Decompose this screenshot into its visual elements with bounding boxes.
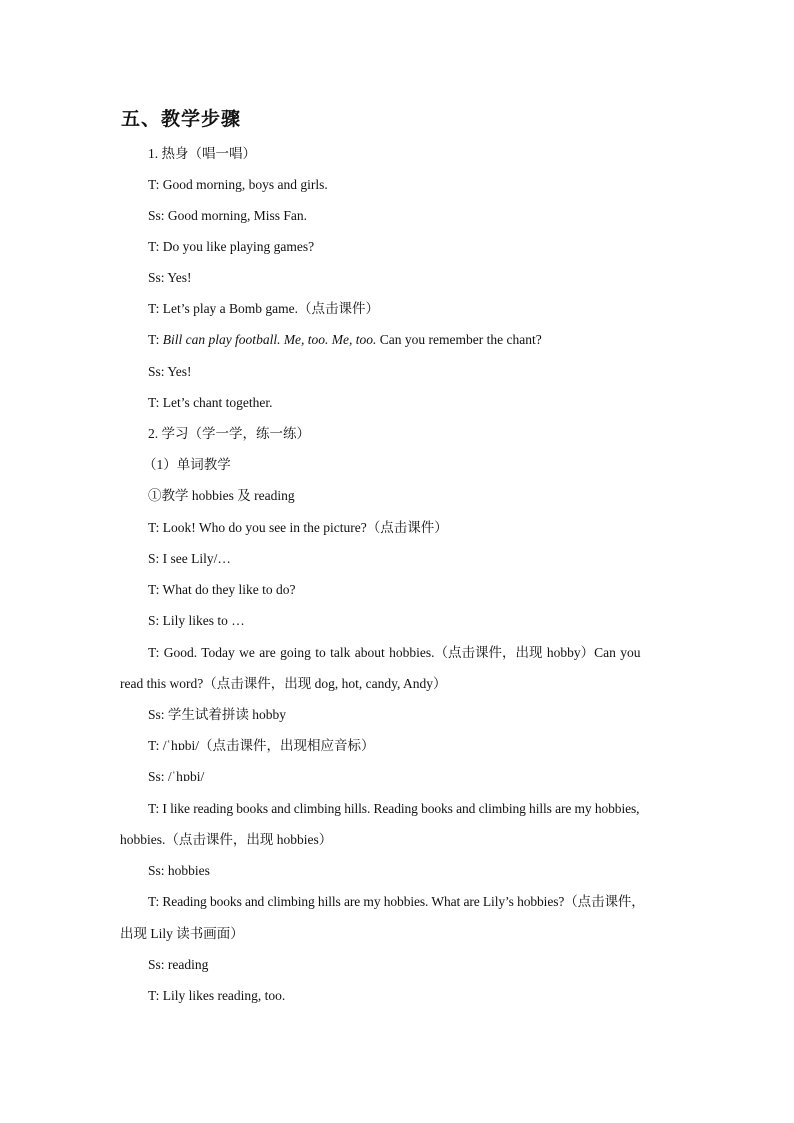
text-line: read this word?（点击课件，出现 dog, hot, candy, Andy） xyxy=(120,676,447,691)
text-line: T: What do they like to do? xyxy=(148,582,296,597)
question-text: Can you remember the chant? xyxy=(376,332,542,347)
text-line: 1. 热身（唱一唱） xyxy=(148,146,256,161)
text-line: （1）单词教学 xyxy=(143,457,231,472)
text-line: S: I see Lily/… xyxy=(148,551,231,566)
text-line: hobbies.（点击课件，出现 hobbies） xyxy=(120,832,333,847)
text-line: Ss: Yes! xyxy=(148,270,192,285)
text-line: Ss: hobbies xyxy=(148,863,210,878)
text-line: Ss: /ˈhɒbi/ xyxy=(148,769,205,784)
text-line: T: Lily likes reading, too. xyxy=(148,988,286,1003)
text-line: 2. 学习（学一学，练一练） xyxy=(148,426,310,441)
text-line: Ss: Yes! xyxy=(148,364,192,379)
text-line: Ss: reading xyxy=(148,957,209,972)
text-line: T: Let’s play a Bomb game.（点击课件） xyxy=(148,301,380,316)
speaker-label: T: xyxy=(148,332,163,347)
text-line: T: I like reading books and climbing hills. Reading books and climbing hills are my hobbies, xyxy=(148,801,640,816)
text-line: T: Good. Today we are going to talk about hobbies.（点击课件，出现 hobby）Can you xyxy=(148,645,641,660)
text-line: T: Do you like playing games? xyxy=(148,239,315,254)
text-line: 出现 Lily 读书画面） xyxy=(120,926,244,941)
text-line: T: Reading books and climbing hills are my hobbies. What are Lily’s hobbies?（点击课件， xyxy=(148,894,645,909)
chant-text: Bill can play football. Me, too. Me, too. xyxy=(162,332,377,347)
text-line: T: Good morning, boys and girls. xyxy=(148,177,328,192)
text-line: Ss: 学生试着拼读 hobby xyxy=(148,707,287,722)
section-heading: 五、教学步骤 xyxy=(121,108,242,130)
text-line: T: /ˈhɒbi/（点击课件，出现相应音标） xyxy=(148,738,375,753)
text-line: Ss: Good morning, Miss Fan. xyxy=(148,208,308,223)
text-line: T: Look! Who do you see in the picture?（点击课件） xyxy=(148,520,448,535)
text-line: ①教学 hobbies 及 reading xyxy=(148,488,295,503)
text-line: T: Let’s chant together. xyxy=(148,395,273,410)
text-line: S: Lily likes to … xyxy=(148,613,245,628)
text-line xyxy=(148,332,542,348)
